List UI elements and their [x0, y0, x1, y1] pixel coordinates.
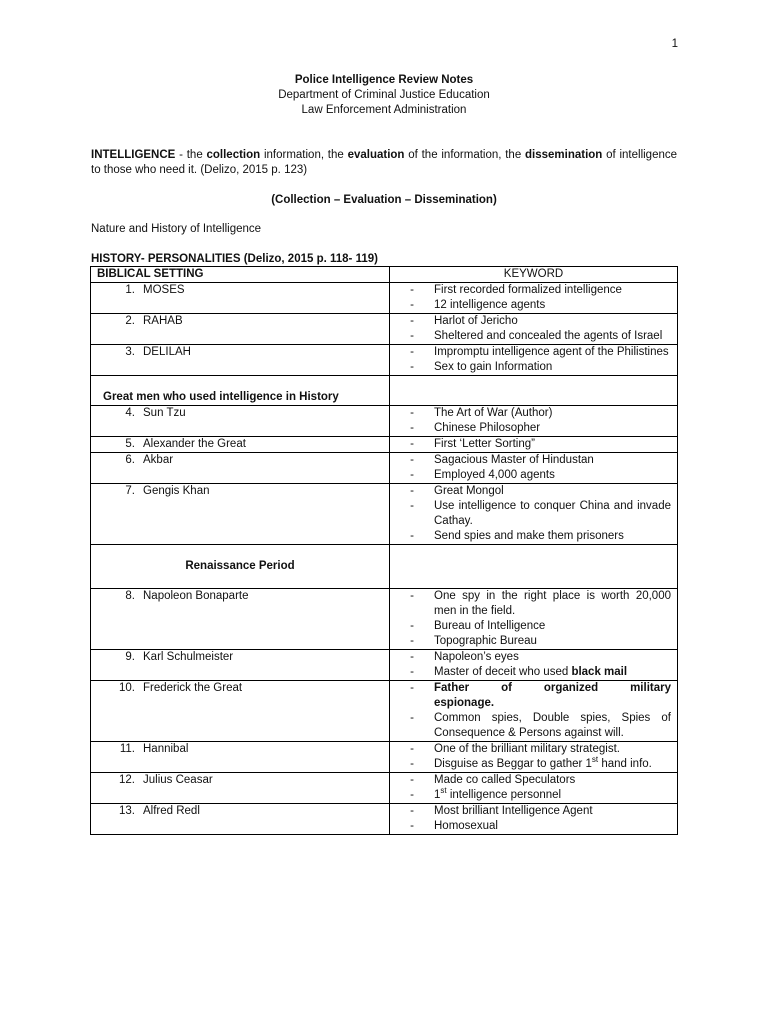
section-row: [91, 545, 678, 589]
bullet-dash: -: [410, 500, 414, 512]
row-number: 6.: [125, 454, 135, 466]
table-row: [91, 484, 678, 545]
personality-name: Hannibal: [143, 743, 189, 755]
keyword: [434, 665, 677, 680]
keyword: Sagacious Master of Hindustan: [434, 454, 594, 466]
bullet-dash: -: [410, 299, 414, 311]
keyword-text: intelligence personnel: [446, 789, 562, 801]
keyword-text: Master of deceit who used: [434, 666, 572, 678]
definition-text: information, the: [260, 149, 348, 161]
bullet-dash: -: [410, 315, 414, 327]
bullet-dash: -: [410, 361, 414, 373]
keyword: Sex to gain Information: [434, 361, 553, 373]
keyword-text: 1: [434, 789, 441, 801]
personality-name: Alexander the Great: [143, 438, 246, 450]
keyword: Employed 4,000 agents: [434, 469, 555, 481]
keyword: Napoleon’s eyes: [434, 651, 519, 663]
table-row: [91, 283, 678, 314]
personality-name: MOSES: [143, 284, 185, 296]
row-number: 5.: [125, 438, 135, 450]
bullet-dash: -: [410, 743, 414, 755]
keyword: Send spies and make them prisoners: [434, 530, 624, 542]
page-number: 1: [671, 38, 678, 50]
program-line: Law Enforcement Administration: [301, 104, 467, 116]
keyword: Homosexual: [434, 820, 498, 832]
row-number: 9.: [125, 651, 135, 663]
bullet-dash: -: [410, 805, 414, 817]
bullet-dash: -: [410, 590, 414, 602]
bullet-dash: -: [410, 485, 414, 497]
table-row: [91, 804, 678, 835]
keyword: Impromptu intelligence agent of the Philistines: [434, 346, 669, 358]
keyword-text: hand info.: [598, 758, 652, 770]
definition-text: of intelligence to those who need it. (Delizo, 2015 p. 123): [91, 149, 678, 176]
keyword: Use intelligence to conquer China and invade Cathay.: [434, 500, 671, 527]
personality-name: Napoleon Bonaparte: [143, 590, 249, 602]
keyword: Sheltered and concealed the agents of Israel: [434, 330, 663, 342]
bullet-dash: -: [410, 284, 414, 296]
bullet-dash: -: [410, 620, 414, 632]
keyword: One of the brilliant military strategist.: [434, 743, 620, 755]
keyword: Bureau of Intelligence: [434, 620, 546, 632]
bullet-dash: -: [410, 820, 414, 832]
keyword: Common spies, Double spies, Spies of Consequence & Persons against will.: [434, 712, 671, 739]
row-number: 10.: [119, 682, 135, 694]
column-header-keyword: KEYWORD: [390, 267, 678, 283]
personality-name: Karl Schulmeister: [143, 651, 234, 663]
bullet-dash: -: [410, 758, 414, 770]
row-number: 2.: [125, 315, 135, 327]
table-row: [91, 314, 678, 345]
definition-bold: evaluation: [347, 149, 405, 161]
keyword: First recorded formalized intelligence: [434, 284, 622, 296]
personality-name: Akbar: [143, 454, 174, 466]
personality-name: Sun Tzu: [143, 407, 186, 419]
definition-text: of the information, the: [404, 149, 525, 161]
bullet-dash: -: [410, 469, 414, 481]
keyword: Topographic Bureau: [434, 635, 537, 647]
ced-summary: (Collection – Evaluation – Dissemination): [271, 194, 497, 206]
definition-bold: dissemination: [525, 149, 603, 161]
personality-name: Gengis Khan: [143, 485, 210, 497]
table-row: [91, 650, 678, 681]
section-row: [91, 376, 678, 406]
table-row: [91, 773, 678, 804]
keyword: Father of organized military espionage.: [434, 682, 671, 709]
keyword: Great Mongol: [434, 485, 504, 497]
table-row: [91, 345, 678, 376]
keyword-text: Disguise as Beggar to gather 1: [434, 758, 592, 770]
keyword: The Art of War (Author): [434, 407, 553, 419]
intelligence-term: INTELLIGENCE: [91, 149, 176, 161]
department-line: Department of Criminal Justice Education: [278, 89, 490, 101]
table-row: [91, 406, 678, 437]
keyword: First ‘Letter Sorting”: [434, 438, 535, 450]
bullet-dash: -: [410, 346, 414, 358]
personalities-table: [90, 266, 678, 835]
bullet-dash: -: [410, 682, 414, 694]
row-number: 7.: [125, 485, 135, 497]
row-number: 1.: [125, 284, 135, 296]
row-number: 4.: [125, 407, 135, 419]
row-number: 11.: [119, 743, 135, 755]
keyword: Most brilliant Intelligence Agent: [434, 805, 593, 817]
row-number: 13.: [119, 805, 135, 817]
bullet-dash: -: [410, 712, 414, 724]
history-heading: HISTORY- PERSONALITIES (Delizo, 2015 p. 118- 119): [91, 253, 378, 265]
bullet-dash: -: [410, 635, 414, 647]
keyword: [434, 788, 677, 803]
personality-name: RAHAB: [143, 315, 183, 327]
keyword-bold: black mail: [571, 666, 628, 678]
table-row: [91, 453, 678, 484]
keyword: Made co called Speculators: [434, 774, 576, 786]
personality-name: DELILAH: [143, 346, 191, 358]
bullet-dash: -: [410, 438, 414, 450]
intelligence-definition: [91, 148, 677, 178]
definition-bold: collection: [206, 149, 261, 161]
definition-text: - the: [175, 149, 207, 161]
bullet-dash: -: [410, 422, 414, 434]
superscript: st: [440, 786, 447, 796]
table-row: [91, 742, 678, 773]
bullet-dash: -: [410, 651, 414, 663]
keyword: Harlot of Jericho: [434, 315, 518, 327]
keyword: [434, 757, 677, 772]
section-nature: Nature and History of Intelligence: [91, 223, 262, 235]
section-great-men: Great men who used intelligence in History: [91, 376, 390, 406]
table-row: [91, 437, 678, 453]
bullet-dash: -: [410, 407, 414, 419]
bullet-dash: -: [410, 454, 414, 466]
document-title: Police Intelligence Review Notes: [294, 74, 474, 86]
table-row: [91, 681, 678, 742]
personality-name: Alfred Redl: [143, 805, 200, 817]
personality-name: Julius Ceasar: [143, 774, 213, 786]
row-number: 12.: [119, 774, 135, 786]
bullet-dash: -: [410, 789, 414, 801]
table-header-row: [91, 267, 678, 283]
keyword: Chinese Philosopher: [434, 422, 541, 434]
bullet-dash: -: [410, 774, 414, 786]
column-header-biblical: BIBLICAL SETTING: [91, 267, 390, 283]
bullet-dash: -: [410, 666, 414, 678]
keyword: One spy in the right place is worth 20,000 men in the field.: [434, 590, 671, 617]
superscript: st: [591, 755, 599, 765]
personality-name: Frederick the Great: [143, 682, 243, 694]
bullet-dash: -: [410, 530, 414, 542]
row-number: 8.: [125, 590, 135, 602]
keyword: 12 intelligence agents: [434, 299, 546, 311]
bullet-dash: -: [410, 330, 414, 342]
section-renaissance: Renaissance Period: [91, 545, 390, 589]
table-row: [91, 589, 678, 650]
row-number: 3.: [125, 346, 135, 358]
